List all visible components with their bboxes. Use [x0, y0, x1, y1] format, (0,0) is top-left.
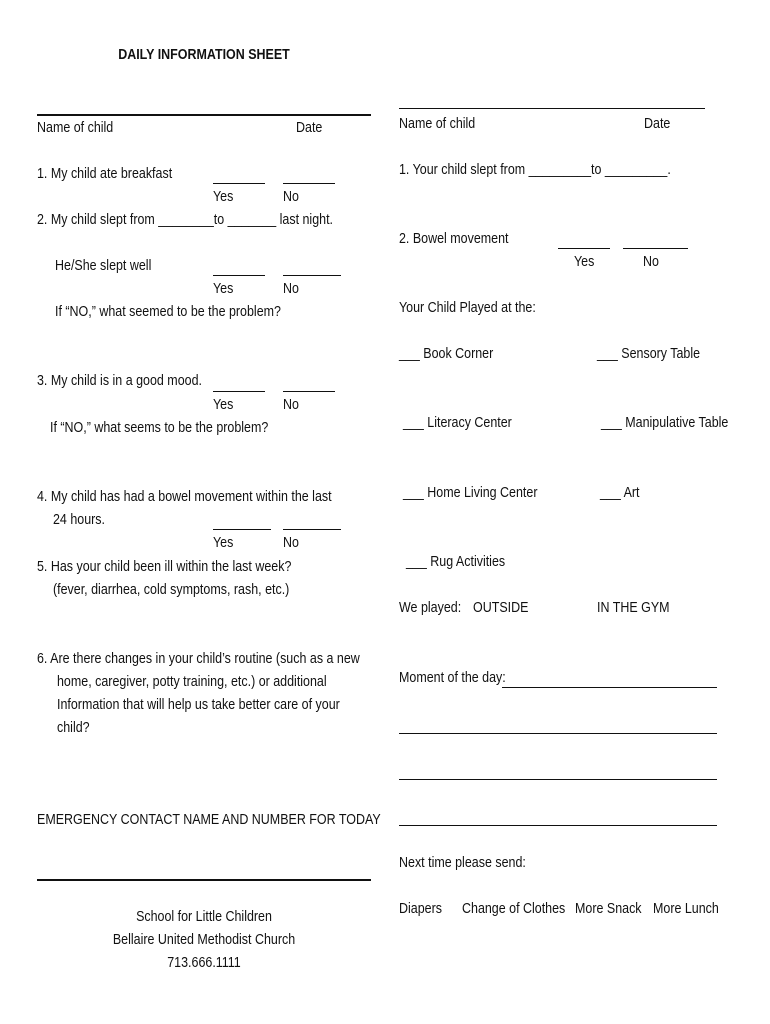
send-more-snack[interactable]: More Snack — [575, 901, 642, 917]
left-q5-line1: 5. Has your child been ill within the last week? — [37, 559, 292, 575]
q1-no-label: No — [283, 189, 299, 205]
moment-of-day-label: Moment of the day: — [399, 670, 506, 686]
moment-line-4[interactable] — [399, 825, 717, 826]
q2-no-label: No — [283, 281, 299, 297]
right-top-rule — [399, 108, 705, 109]
activity-home-living[interactable]: ___ Home Living Center — [403, 485, 538, 501]
activity-rug[interactable]: ___ Rug Activities — [406, 554, 506, 570]
q3-yes-blank[interactable] — [213, 391, 265, 392]
right-q2-text: 2. Bowel movement — [399, 231, 509, 247]
next-time-label: Next time please send: — [399, 855, 526, 871]
right-q2-no-blank[interactable] — [623, 248, 688, 249]
moment-line-2[interactable] — [399, 733, 717, 734]
left-q6-line1: 6. Are there changes in your child’s routine (such as a new — [37, 651, 360, 667]
left-name-label: Name of child — [37, 120, 114, 136]
activity-book-corner[interactable]: ___ Book Corner — [399, 346, 494, 362]
q4-yes-label: Yes — [213, 535, 234, 551]
moment-line-1[interactable] — [502, 687, 717, 688]
activity-manipulative-table[interactable]: ___ Manipulative Table — [601, 415, 729, 431]
left-q6-line4: child? — [57, 720, 90, 736]
left-date-label: Date — [296, 120, 323, 136]
q1-yes-label: Yes — [213, 189, 234, 205]
right-q2-no-label: No — [643, 254, 659, 270]
left-q4-line1: 4. My child has had a bowel movement within the last — [37, 489, 332, 505]
left-q2-sub: He/She slept well — [55, 258, 152, 274]
q3-no-label: No — [283, 397, 299, 413]
left-top-rule — [37, 114, 371, 116]
we-played-outside[interactable]: OUTSIDE — [473, 600, 529, 616]
send-change-of-clothes[interactable]: Change of Clothes — [462, 901, 566, 917]
q3-no-blank[interactable] — [283, 391, 335, 392]
right-q2-yes-blank[interactable] — [558, 248, 610, 249]
footer-school-name: School for Little Children — [136, 909, 272, 925]
activity-sensory-table[interactable]: ___ Sensory Table — [597, 346, 701, 362]
right-q1-text: 1. Your child slept from _________to _________. — [399, 162, 671, 178]
left-q6-line2: home, caregiver, potty training, etc.) or additional — [57, 674, 327, 690]
activity-art[interactable]: ___ Art — [600, 485, 640, 501]
q4-yes-blank[interactable] — [213, 529, 271, 530]
we-played-gym[interactable]: IN THE GYM — [597, 600, 670, 616]
played-heading: Your Child Played at the: — [399, 300, 536, 316]
right-date-label: Date — [644, 116, 671, 132]
q4-no-blank[interactable] — [283, 529, 341, 530]
activity-literacy-center[interactable]: ___ Literacy Center — [403, 415, 512, 431]
we-played-label: We played: — [399, 600, 462, 616]
footer-phone: 713.666.1111 — [167, 955, 241, 971]
q2-yes-blank[interactable] — [213, 275, 265, 276]
q1-no-blank[interactable] — [283, 183, 335, 184]
right-name-label: Name of child — [399, 116, 476, 132]
left-q5-line2: (fever, diarrhea, cold symptoms, rash, etc.) — [53, 582, 290, 598]
left-q3-text: 3. My child is in a good mood. — [37, 373, 202, 389]
left-q2-text: 2. My child slept from ________to _______ last night. — [37, 212, 334, 228]
q1-yes-blank[interactable] — [213, 183, 265, 184]
moment-line-3[interactable] — [399, 779, 717, 780]
send-more-lunch[interactable]: More Lunch — [653, 901, 719, 917]
q4-no-label: No — [283, 535, 299, 551]
left-q2-problem: If “NO,” what seemed to be the problem? — [55, 304, 281, 320]
send-diapers[interactable]: Diapers — [399, 901, 442, 917]
left-q1-text: 1. My child ate breakfast — [37, 166, 173, 182]
page-title: DAILY INFORMATION SHEET — [118, 47, 290, 63]
footer-church-name: Bellaire United Methodist Church — [112, 932, 296, 948]
emergency-contact-label: EMERGENCY CONTACT NAME AND NUMBER FOR TODAY — [37, 812, 381, 828]
left-q3-problem: If “NO,” what seems to be the problem? — [50, 420, 269, 436]
q3-yes-label: Yes — [213, 397, 234, 413]
left-q4-line2: 24 hours. — [53, 512, 106, 528]
q2-no-blank[interactable] — [283, 275, 341, 276]
emergency-contact-line[interactable] — [37, 879, 371, 881]
q2-yes-label: Yes — [213, 281, 234, 297]
right-q2-yes-label: Yes — [574, 254, 595, 270]
left-q6-line3: Information that will help us take better care of your — [57, 697, 340, 713]
